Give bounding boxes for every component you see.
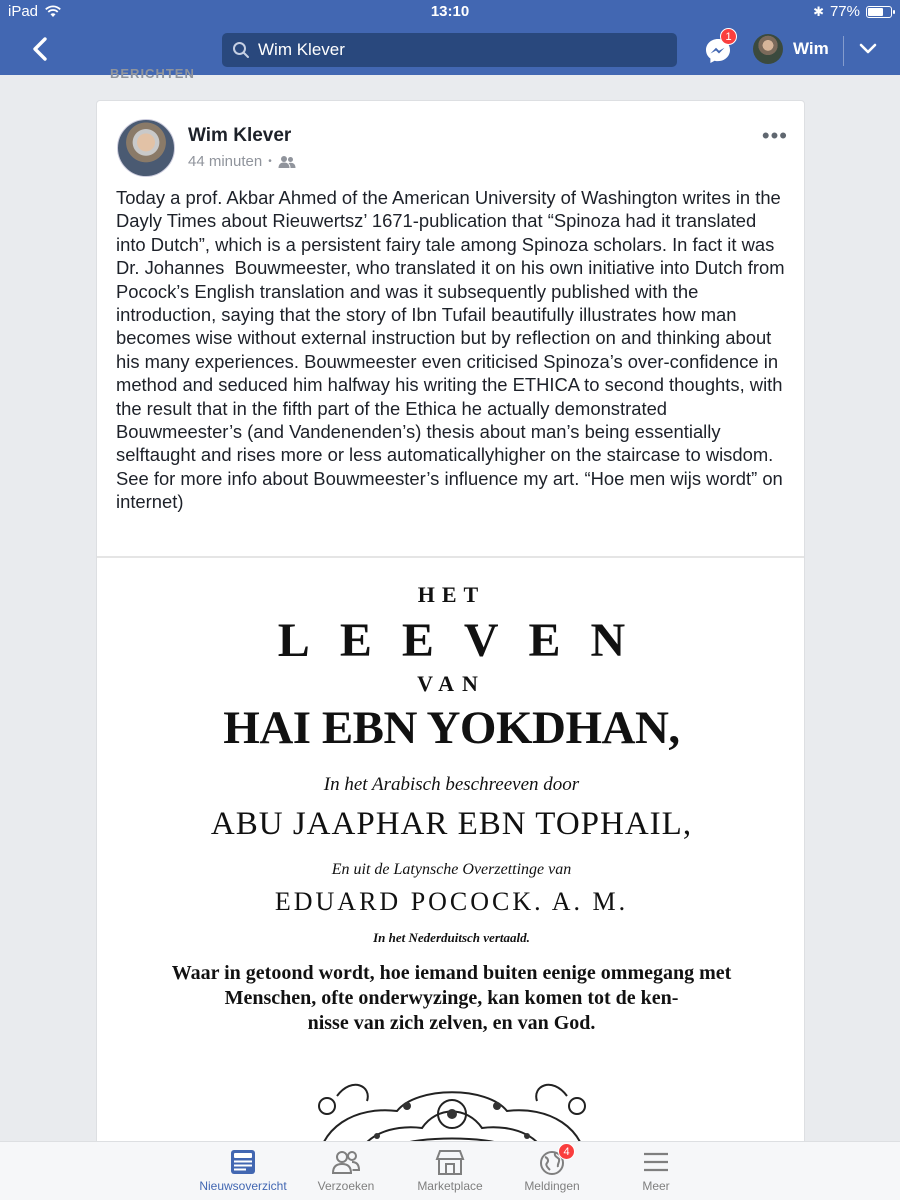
marketplace-icon xyxy=(435,1148,465,1176)
title-page-line: nisse van zich zelven, en van God. xyxy=(307,1012,596,1034)
post-header xyxy=(117,119,296,177)
title-page-line: EDUARD POCOCK. A. M. xyxy=(274,887,629,916)
tab-more[interactable] xyxy=(606,1148,706,1193)
status-bar xyxy=(0,0,900,24)
search-input[interactable] xyxy=(258,40,658,60)
title-page-line: En uit de Latynsche Overzettinge van xyxy=(331,861,572,878)
tab-label: Verzoeken xyxy=(317,1179,375,1193)
tab-label: Nieuwsoverzicht xyxy=(199,1179,287,1193)
bluetooth-icon: ✱ xyxy=(813,3,824,19)
news-feed-icon xyxy=(229,1148,257,1176)
profile-shortcut[interactable] xyxy=(753,34,829,64)
messenger-badge: 1 xyxy=(720,28,737,45)
messenger-button[interactable] xyxy=(703,30,733,66)
more-options-button[interactable]: ••• xyxy=(761,123,788,148)
search-icon xyxy=(232,41,250,59)
battery-icon xyxy=(866,6,892,18)
chevron-down-icon[interactable] xyxy=(858,42,878,56)
tab-news-feed[interactable] xyxy=(193,1148,293,1193)
meta-separator: • xyxy=(268,156,272,167)
post-card xyxy=(96,100,805,1160)
section-label: BERICHTEN xyxy=(110,66,195,81)
device-name: iPad xyxy=(8,3,39,20)
notifications-badge: 4 xyxy=(558,1143,575,1160)
title-page-line: ABU JAAPHAR EBN TOPHAIL, xyxy=(210,806,693,842)
title-page-line: HAI EBN YOKDHAN, xyxy=(223,702,680,754)
title-page-line: HET xyxy=(417,582,486,607)
post-author[interactable]: Wim Klever xyxy=(188,125,292,146)
post-image[interactable] xyxy=(97,556,805,1160)
tab-label: Meldingen xyxy=(524,1179,580,1193)
title-page-line: In het Arabisch beschreeven door xyxy=(323,774,580,795)
clock: 13:10 xyxy=(430,3,470,20)
bottom-tab-bar xyxy=(0,1141,900,1200)
top-bar xyxy=(0,0,900,75)
friends-icon xyxy=(331,1148,361,1176)
profile-name: Wim xyxy=(793,39,829,58)
author-avatar[interactable] xyxy=(117,119,175,177)
battery-percent: 77% xyxy=(829,3,860,20)
menu-icon xyxy=(641,1148,671,1176)
header-divider xyxy=(843,36,844,66)
tab-notifications[interactable] xyxy=(502,1145,602,1193)
post-text: Today a prof. Akbar Ahmed of the American University of Washington writes in the Dayly Times about Rieuwertsz’ 1671-publication that “Spinoza had it translated into Dutch”, which is a persistent fairy tale among Spinoza scholars. In fact it was Dr. Johannes Bouwmeester, who translated it on his own initiative into Dutch from Pocock’s English translation and was it subsequently published with the introduction, saying that the story of Ibn Tufail beautifully illustrates how man becomes wise without external instruction but by reflection on and thinking about his many experiences. Bouwmeester even criticised Spinoza’s over-confidence in method and seduced him halfway his writing the ETHICA to second thoughts, with the result that in the fifth part of the Ethica he actually demonstrated Bouwmeester’s (and Vandenenden’s) thesis about man’s being essentially selftaught and rises more or less automaticallyhigher on the staircase to wisdom. See for more info about Bouwmeester’s influence my art. “Hoe men wijs wordt” on internet) xyxy=(116,187,790,513)
search-bar[interactable] xyxy=(222,33,677,67)
title-page-line: LEEVEN xyxy=(277,614,656,667)
back-arrow-icon[interactable] xyxy=(28,34,52,64)
battery-level xyxy=(868,8,883,16)
tab-label: Marketplace xyxy=(417,1179,483,1193)
tab-marketplace[interactable] xyxy=(400,1148,500,1193)
post-meta xyxy=(188,153,296,170)
post-time[interactable]: 44 minuten xyxy=(188,153,263,170)
title-page-line: Menschen, ofte onderwyzinge, kan komen tot de ken- xyxy=(224,987,679,1009)
title-page-line: Waar in getoond wordt, hoe iemand buiten eenige ommegang met xyxy=(171,962,732,984)
title-page-line: VAN xyxy=(417,671,486,696)
avatar xyxy=(753,34,783,64)
title-page-paragraph xyxy=(97,961,805,1036)
tab-label: Meer xyxy=(642,1179,670,1193)
friends-audience-icon xyxy=(278,155,296,169)
title-page-line: In het Nederduitsch vertaald. xyxy=(373,930,530,945)
tab-requests[interactable] xyxy=(296,1148,396,1193)
